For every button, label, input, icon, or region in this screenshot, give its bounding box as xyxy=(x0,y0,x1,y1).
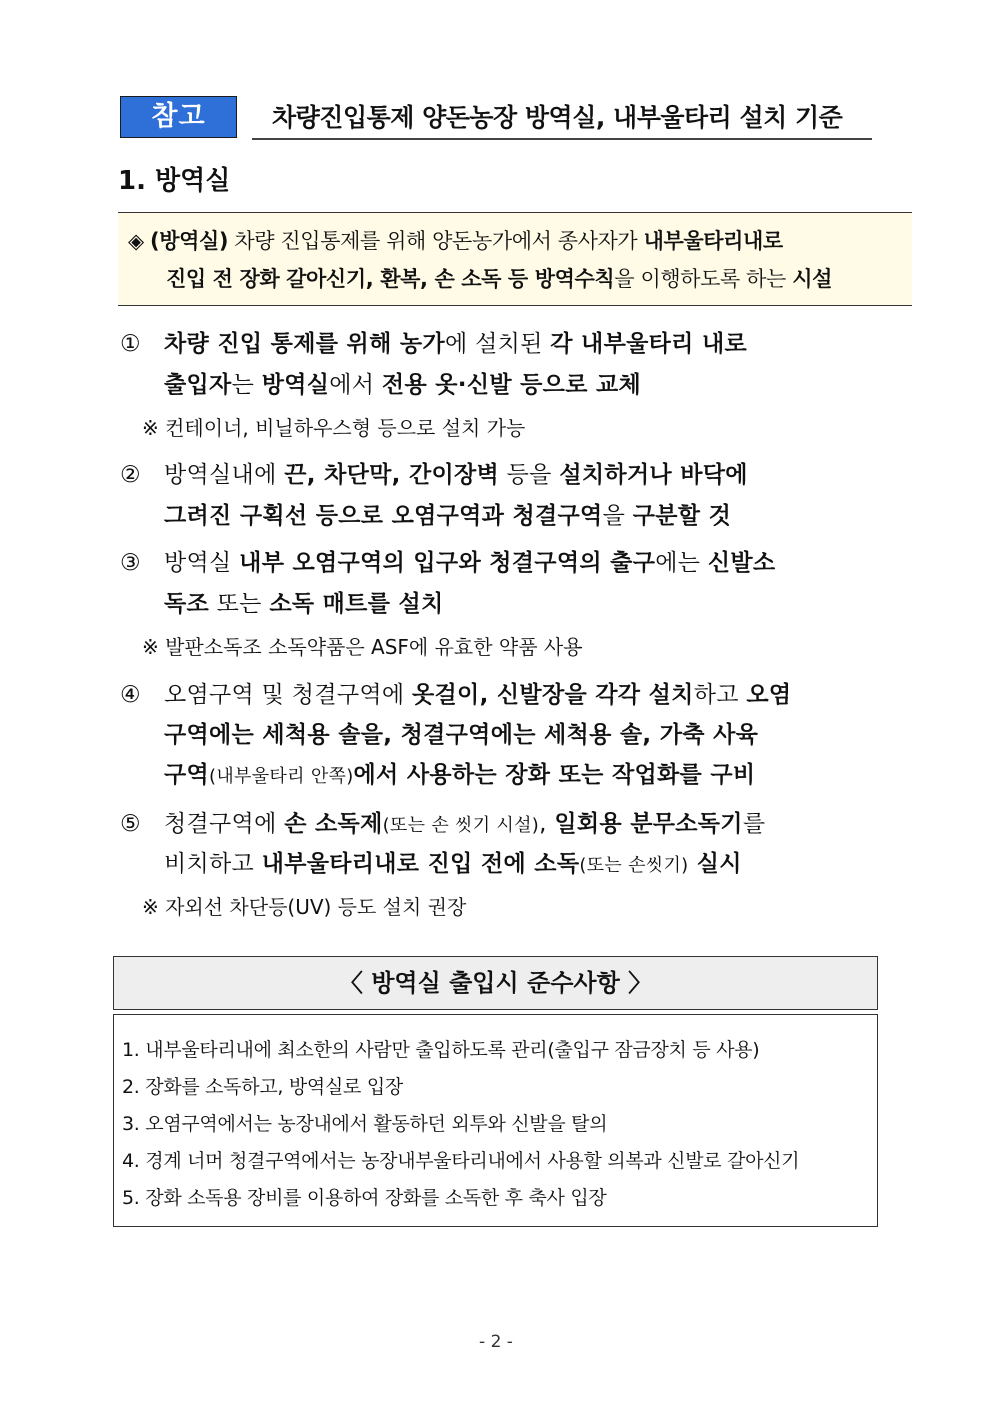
notice-box xyxy=(118,212,912,306)
item-number: ④ xyxy=(120,682,141,708)
item-text: 전용 옷·신발 등으로 교체 xyxy=(381,372,642,398)
item-text: (또는 손씻기) xyxy=(579,855,689,876)
notice-text: 차량 진입통제를 위해 양돈농가에서 종사자가 xyxy=(228,229,644,253)
item-text: 을 xyxy=(602,503,633,529)
reference-badge: 참고 xyxy=(120,96,237,138)
item-3-line-1 xyxy=(120,544,775,577)
item-text: 내부울타리내로 진입 전에 소독 xyxy=(261,851,580,877)
notice-keyword: (방역실) xyxy=(150,229,229,253)
item-text: 오염구역 및 청결구역에 xyxy=(164,682,413,708)
item-1-note: ※ 컨테이너, 비닐하우스형 등으로 설치 가능 xyxy=(142,416,526,440)
item-number: ① xyxy=(120,331,141,357)
item-text: 옷걸이, 신발장을 각각 설치 xyxy=(412,682,694,708)
item-number: ② xyxy=(120,462,141,488)
item-4-line-3 xyxy=(164,756,755,789)
item-4-line-2: 구역에는 세척용 솔을, 청결구역에는 세척용 솔, 가축 사육 xyxy=(164,722,759,748)
item-text: 출입자 xyxy=(164,372,232,398)
item-text: 독조 xyxy=(164,591,210,617)
item-text: 구분할 것 xyxy=(632,503,732,529)
item-text: 에서 사용하는 장화 또는 작업화를 구비 xyxy=(353,762,756,788)
item-text: 손 소독제 xyxy=(284,811,383,837)
item-text: 그려진 구획선 등으로 오염구역과 청결구역 xyxy=(164,503,603,529)
item-text: 실시 xyxy=(688,851,742,877)
item-1-line-1 xyxy=(120,325,747,358)
item-5-line-2 xyxy=(164,845,742,878)
item-text: 차량 진입 통제를 위해 농가 xyxy=(164,331,445,357)
item-3-note: ※ 발판소독조 소독약품은 ASF에 유효한 약품 사용 xyxy=(142,635,583,659)
item-text: , xyxy=(539,811,555,837)
notice-emphasis: 내부울타리내로 xyxy=(643,229,783,253)
item-text: 각 내부울타리 내로 xyxy=(550,331,747,357)
rule-item: 2. 장화를 소독하고, 방역실로 입장 xyxy=(122,1076,403,1098)
notice-emphasis: 시설 xyxy=(792,267,832,291)
item-text: 를 xyxy=(742,811,766,837)
item-text: 끈, 차단막, 간이장벽 xyxy=(284,462,500,488)
item-text: 내부 오염구역의 입구와 청결구역의 출구 xyxy=(239,550,656,576)
item-5-note: ※ 자외선 차단등(UV) 등도 설치 권장 xyxy=(142,895,467,919)
page-title: 차량진입통제 양돈농장 방역실, 내부울타리 설치 기준 xyxy=(272,103,843,132)
item-number: ⑤ xyxy=(120,811,141,837)
item-text: 구역 xyxy=(164,762,210,788)
item-text: 에는 xyxy=(655,550,708,576)
item-text: 소독 매트를 설치 xyxy=(269,591,444,617)
notice-line-2 xyxy=(166,263,832,293)
reference-header xyxy=(120,96,872,140)
rules-box-title: 〈 방역실 출입시 준수사항 〉 xyxy=(113,956,878,1010)
item-text: 오염 xyxy=(746,682,792,708)
notice-emphasis: 진입 전 장화 갈아신기, 환복, 손 소독 등 방역수칙 xyxy=(166,267,615,291)
item-text: (내부울타리 안쪽) xyxy=(209,766,354,787)
item-text: 비치하고 xyxy=(164,851,262,877)
item-1-line-2 xyxy=(164,366,641,399)
item-text: 설치하거나 바닥에 xyxy=(559,462,748,488)
item-text: 는 xyxy=(231,372,262,398)
item-text: 하고 xyxy=(693,682,747,708)
item-text: 방역실내에 xyxy=(164,462,285,488)
item-3-line-2 xyxy=(164,585,444,618)
rule-item: 1. 내부울타리내에 최소한의 사람만 출입하도록 관리(출입구 잠금장치 등 사용) xyxy=(122,1039,760,1061)
item-text: (또는 손 씻기 시설) xyxy=(382,815,540,836)
notice-text: 을 이행하도록 하는 xyxy=(614,267,793,291)
item-text: 신발소 xyxy=(707,550,776,576)
page-number: - 2 - xyxy=(479,1332,513,1352)
rule-item: 3. 오염구역에서는 농장내에서 활동하던 외투와 신발을 탈의 xyxy=(122,1113,608,1135)
item-number: ③ xyxy=(120,550,141,576)
item-5-line-1 xyxy=(120,805,765,838)
item-text: 또는 xyxy=(209,591,270,617)
item-text: 등을 xyxy=(499,462,560,488)
rules-box xyxy=(113,1014,878,1227)
item-2-line-1 xyxy=(120,456,748,489)
notice-line-1 xyxy=(128,225,783,255)
item-text: 청결구역에 xyxy=(164,811,285,837)
diamond-bullet-icon: ◈ xyxy=(128,229,144,253)
title-underline xyxy=(252,138,872,140)
item-2-line-2 xyxy=(164,497,731,530)
item-text: 에서 xyxy=(329,372,382,398)
rule-item: 5. 장화 소독용 장비를 이용하여 장화를 소독한 후 축사 입장 xyxy=(122,1187,607,1209)
item-text: 일회용 분무소독기 xyxy=(554,811,743,837)
section-title: 1. 방역실 xyxy=(118,166,231,196)
item-text: 에 설치된 xyxy=(444,331,551,357)
item-4-line-1 xyxy=(120,676,791,709)
rule-item: 4. 경계 너머 청결구역에서는 농장내부울타리내에서 사용할 의복과 신발로 갈아신기 xyxy=(122,1150,800,1172)
item-text: 방역실 xyxy=(164,550,240,576)
item-text: 방역실 xyxy=(261,372,330,398)
